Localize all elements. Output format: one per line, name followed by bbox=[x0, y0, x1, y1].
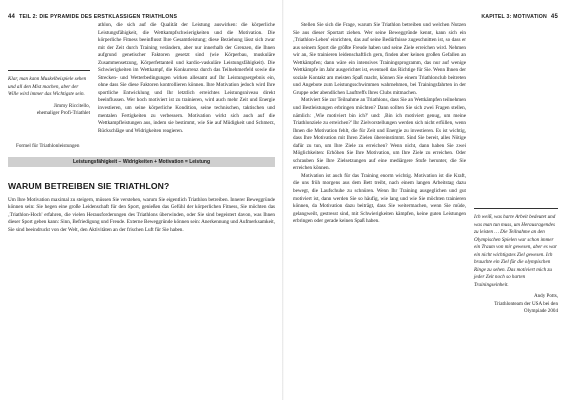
right-quote-role: Triathlonteam der USA bei den Olympiade 2004 bbox=[494, 300, 558, 314]
quote-rule bbox=[474, 208, 558, 209]
left-running-head: TEIL 2: DIE PYRAMIDE DES ERSTKLASSIGEN TRIATHLONS bbox=[19, 14, 178, 20]
right-running-head: KAPITEL 3: MOTIVATION bbox=[481, 14, 547, 20]
right-side-quote bbox=[474, 208, 558, 316]
right-page-number: 45 bbox=[550, 14, 558, 20]
formula-box: Leistungsfähigkeit − Widrigkeiten + Motivation = Leistung bbox=[8, 157, 275, 167]
left-quote-role: ehemaliger Profi-Triathlet bbox=[36, 110, 90, 116]
left-section-paragraph: Um Ihre Motivation maximal zu steigern, müssen Sie verstehen, warum Sie eigentlich Triathlon betreiben. Innerer Beweggründe können sein: Sie hegen eine große Leidenschaft für den Sport, genießen das Gefühl der körperlichen Fitness, Sie möchten das ‚Triathlon-Hoch' erfahren, die vielen Herausforderungen des Triathlons überwinden, oder Sie sind begeistert davon, was Ihnen dieser Sport geben kann: Sinn, Befriedigung und Freude. Externe Beweggründe können sein: Anerkennung und Aufmerksamkeit, Sie sind beeindruckt von der Welt, den Aktivitäten an der frischen Luft für Sie haben. bbox=[8, 196, 275, 233]
quote-rule bbox=[8, 70, 90, 71]
right-page bbox=[283, 0, 566, 400]
right-paragraph-2: Motiviert Sie zur Teilnahme an Triathlons, dass Sie an Wettkämpfen teilnehmen und Bestleistungen erbringen möchten? Dann sollten Sie sich zwei Fragen stellen, nämlich: ‚Wie motiviert bin ich?' und: ‚Bin ich motiviert genug, um meine Triathlonziele zu erreichen?' Ihr Zielvorstellungen werden sich nicht erfüllen, wenn Ihnen die Motivation fehlt, die für Zeit und Energie zu investieren. Es ist wichtig, dass Ihre Motivation mit Ihren Zielen übereinstimmt. Sind Sie bereit, alles Nötige dafür zu tun, um Ihre Ziele zu erreichen? Wenn nicht, dann haben Sie zwei Möglichkeiten: Erhöhen Sie Ihre Motivation, um Ihre Ziele zu erreichen. Oder schrauben Sie Ihre Zielsetzungen auf eine mediärgere Stufe herunter, die Sie erreichen können. bbox=[293, 97, 466, 172]
right-quote-text: Ich weiß, was harte Arbeit bedeutet und was man tun muss, um Herausragendes zu leisten … Die Teilnahme an den Olympischen Spielen war schon immer ein Traum von mir gewesen, aber es war ein nicht wichtigstes Ziel gewesen. Ich brauchte ein Ziel für die olympischen Ringe zu sehen. Das motiviert mich zu jeder Zeit noch so harten Trainingseinheit. bbox=[474, 214, 557, 288]
right-paragraph-1: Stellen Sie sich die Frage, warum Sie Triathlon betreiben und welchen Nutzen Sie aus dieser Sportart ziehen. Wer seine Beweggründe kennt, kann sich ein ‚Triathlon-Leben' einrichten, das auf seine Bedürfnisse zugeschnitten ist, so dass er aus seinem Sport die größte Freude haben und seine Ziele erreichen wird. Nehmen wir an, Sie trainieren leidenschaftlich gern, finden aber keinen großen Gefallen an Wettkämpfen; dann wäre ein intensives Trainingsprogramm, das nur auf wenige Wettkämpfe im Jahr ausgerichtet ist, eventuell das Richtige für Sie. Wenn Ihnen der soziale Kontakt am meisten Spaß macht, können Sie einem Triathlonclub beitreten und Angebote zum Leistungsschwimmen wahrnehmen, bei Trainingsfahrten in der Gruppe oder abendlichen Lauftreffs Ihres Clubs mitmachen. bbox=[293, 22, 466, 96]
left-page-number: 44 bbox=[8, 14, 16, 20]
left-body bbox=[8, 22, 275, 135]
right-paragraph-3: Motivation ist auch für das Training enorm wichtig. Motivation ist die Kraft, die uns früh morgens aus dem Bett treibt, nach einem langen Arbeitstag dazu bewegt, die Laufschuhe zu schnüren. Wenn Ihr Training ausgeglichen und gut motiviert ist, dann werden Sie so häufig, wie lang und wie Sie möchten trainieren können, da Motivation dazu beiträgt, dass Sie weitermachen, wenn Sie müde, gelangweilt, gestresst sind, mit Schwierigkeiten kämpfen, keine guten Leistungen erbringen oder gerade keinen Spaß haben. bbox=[293, 172, 466, 225]
formula-label: Formel für Triathlonleistungen bbox=[16, 143, 80, 150]
right-body bbox=[293, 22, 558, 316]
right-running-header bbox=[293, 12, 558, 22]
left-quote-author: Jimmy Riccitello, bbox=[53, 102, 90, 109]
right-quote-author: Andy Potts, bbox=[533, 293, 558, 299]
left-intro-paragraph: athlon, die sich auf die Qualität der Leistung auswirken: die körperliche Leistungsfähigkeit, die Wettkampfschwierigkeiten und die Motivation. Die körperliche Fitness beeinflusst Ihre Gesamtleistung; diese Beziehung lässt sich zwar mit der Zeit durch Training verändern, aber nur innerhalb der Grenzen, die Ihnen aufgrund genetischer Faktoren gesetzt sind (wie Körperbau, muskuläre Zusammensetzung, Körperfettanteil und kardio-vaskuläre Leistungsfähigkeit). Die Schwierigkeiten im Wettkampf, die Konkurrenz durch das Teilnehmerfeld sowie die Strecken- und Wetterbedingungen wirken allesamt auf Ihr Leistungsergebnis ein, ohne dass Sie diese Faktoren kontrollieren können. Ihre Motivation jedoch wird Ihre sportliche Entwicklung und Ihr letztlich erreichtes Leistungsniveau direkt beeinflussen. Wer hoch motiviert ist zu trainieren, wird auch mehr Zeit und Energie investieren, um seine körperliche Kondition, seine technischen, taktischen und mentalen Fertigkeiten zu verbessern. Motivation wirkt sich auch auf die Wettkampfleistungen aus, indem sie bestimmt, wie Sie auf Müdigkeit und Schmerz, Rückschläge und Widrigkeiten reagieren. bbox=[98, 22, 275, 134]
left-side-quote bbox=[8, 70, 90, 118]
left-quote-text: Klar, man kann Muskelbeispiele sehen und all den Mist machen, aber der Wille wird immer das Wichtigste sein. bbox=[8, 76, 87, 97]
left-running-header bbox=[8, 12, 275, 22]
section-heading: WARUM BETREIBEN SIE TRIATHLON? bbox=[8, 180, 170, 191]
